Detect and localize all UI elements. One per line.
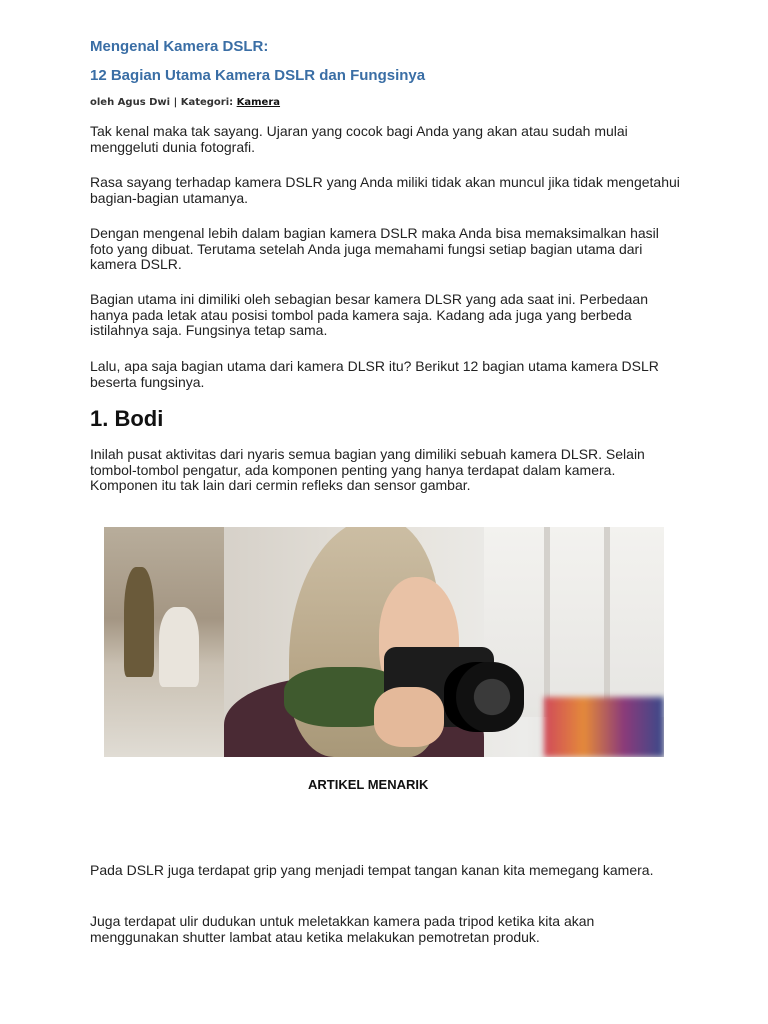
article-subtitle: 12 Bagian Utama Kamera DSLR dan Fungsinya [90,67,426,84]
byline-author: oleh Agus Dwi | Kategori: [90,97,237,108]
related-articles-label: ARTIKEL MENARIK [308,777,429,792]
subject-hand [374,687,444,747]
category-link[interactable]: Kamera [236,97,281,108]
window-frame [604,527,610,717]
paragraph-5: Lalu, apa saja bagian utama dari kamera DLSR itu? Berikut 12 bagian utama kamera DSLR beserta fungsinya. [90,358,659,390]
byline [90,97,280,108]
article-title: Mengenal Kamera DSLR: [90,38,269,55]
camera-lens [444,662,524,732]
paragraph-2: Rasa sayang terhadap kamera DSLR yang Anda miliki tidak akan muncul jika tidak mengetahui bagian-bagian utamanya. [90,174,680,206]
bottle-shape [124,567,154,677]
paragraph-after-1: Pada DSLR juga terdapat grip yang menjadi tempat tangan kanan kita memegang kamera. [90,862,654,878]
paragraph-4: Bagian utama ini dimiliki oleh sebagian besar kamera DLSR yang ada saat ini. Perbedaan hanya pada letak atau posisi tombol pada kamera saja. Kadang ada juga yang berbeda istilahnya saja. Fungsinya tetap sama. [90,291,648,338]
section-heading: 1. Bodi [90,406,164,431]
background-blur [544,697,664,757]
paragraph-after-2: Juga terdapat ulir dudukan untuk meletakkan kamera pada tripod ketika kita akan menggunakan shutter lambat atau ketika melakukan pemotretan produk. [90,913,595,945]
woman-holding-dslr-camera-image [104,527,664,757]
paragraph-3: Dengan mengenal lebih dalam bagian kamera DSLR maka Anda bisa memaksimalkan hasil foto yang dibuat. Terutama setelah Anda juga memahami fungsi setiap bagian utama dari kamera DSLR. [90,225,659,272]
vase-shape [159,607,199,687]
intro-paragraph: Tak kenal maka tak sayang. Ujaran yang cocok bagi Anda yang akan atau sudah mulai menggeluti dunia fotografi. [90,123,628,155]
section-paragraph: Inilah pusat aktivitas dari nyaris semua bagian yang dimiliki sebuah kamera DLSR. Selain tombol-tombol pengatur, ada komponen penting yang hanya terdapat dalam kamera. Komponen itu tak lain dari cermin refleks dan sensor gambar. [90,446,645,493]
window-frame [544,527,550,717]
